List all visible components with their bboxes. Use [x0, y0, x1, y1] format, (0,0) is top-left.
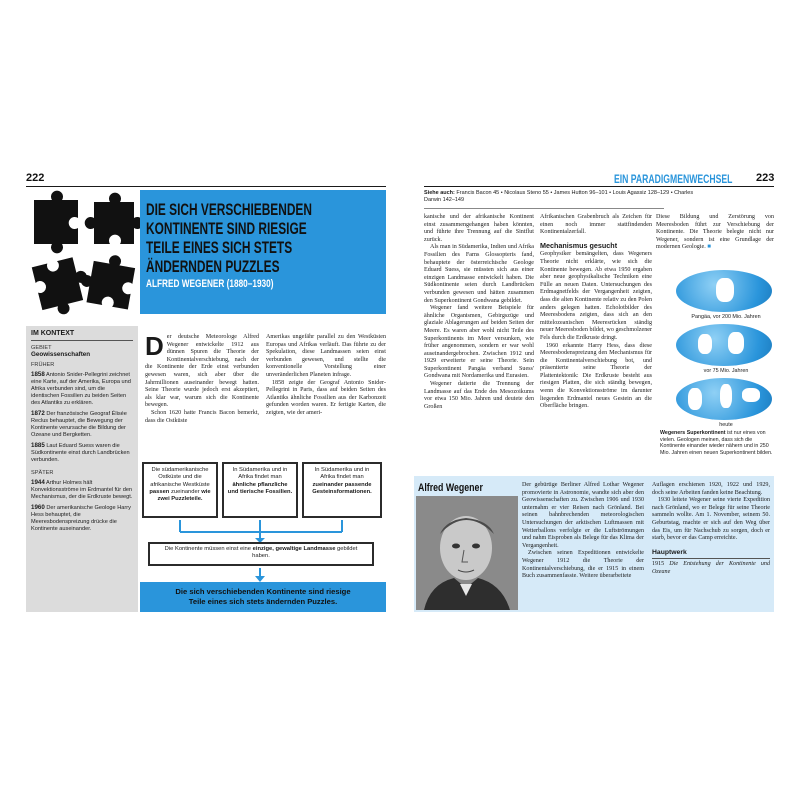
globe-pangaea: [676, 270, 772, 312]
evidence-box-rocks: [302, 462, 382, 518]
dropcap: D: [145, 331, 164, 361]
paragraph: Schon 1620 hatte Francis Bacon bemerkt, dass die Ostküste: [145, 409, 259, 424]
puzzle-piece-icon: [34, 191, 78, 254]
puzzle-piece-icon: [32, 255, 95, 319]
box-text: In Südamerika und in Afrika findet man: [314, 467, 370, 481]
evidence-box-fossils: [222, 462, 298, 518]
box-text: Die Kontinente müssen einst eine: [164, 546, 253, 552]
timeline-year: 1885: [31, 442, 45, 449]
globe-label: heute: [719, 422, 733, 428]
paragraph: Als man in Südamerika, Indien und Afrika Fossilien des Farns Glossopteris fand, behauptete der österreichische Geologe Eduard Suess, sie müssten sich aus einer einzigen Landmasse entwickelt haben. Die Südkontinente seien durch Landbrücken verbunden gewesen und hätten zusammen den Superkontinent Gondwana gebildet.: [424, 244, 534, 304]
biography-panel: [414, 476, 774, 612]
paragraph: Wegener datierte die Trennung der Landmasse auf das Ende des Mesozoikums vor etwa 150 Mio. Jahren und deutete den Großen: [424, 381, 534, 410]
timeline-year: 1858: [31, 371, 45, 378]
puzzle-pieces-illustration: [26, 190, 140, 320]
biography-column-1: [522, 482, 644, 581]
paragraph: 1960 erkannte Harry Hess, dass diese Meeresbodenspreizung den Mechanismus für die Kontinentalverschiebung bot, und präsentierte seine Theorie der Plattentektonik: Die Erdkruste besteht aus riesigen Platten, die sich ständig bewegen, wenn die Konvektionsströme im darunter liegenden Erdmantel neues Gestein an die Oberfläche bringen.: [540, 342, 652, 410]
see-also-refs: Francis Bacon 45 • Nicolaus Steno 55 • James Hutton 96–101 • Louis Agassiz 128–129 • Charles Darwin 142–149: [424, 190, 694, 204]
biography-name: Alfred Wegener: [418, 482, 483, 494]
timeline-text: Der französische Geograf Élisée Reclus behauptet, die Bewegung der Kontinente verursache die Bildung der Ozeane und Bergketten.: [31, 411, 127, 438]
end-mark-icon: ■: [707, 244, 711, 251]
portrait-icon: [416, 496, 518, 610]
timeline-year: 1872: [31, 410, 45, 417]
paragraph: Zwischen seinen Expeditionen entwickelte Wegener 1912 die Theorie der Kontinentalverschiebung, die er 1915 in einem Buch zusammenfasste. Weitere überarbeitete: [522, 550, 644, 580]
globe-label: Pangäa, vor 200 Mio. Jahren: [691, 314, 761, 320]
timeline-entry: [31, 371, 133, 407]
paragraph: Diese Bildung und Zerstörung von Meeresboden führt zur Verschiebung der Kontinente. Die Theorie belegte nicht nur Wegener, sondern ist eine Grundlage der modernen Geologie.: [656, 214, 774, 251]
headline-line: ÄNDERNDEN PUZZLES: [146, 257, 280, 276]
paragraph: Der gebürtige Berliner Alfred Lothar Wegener promovierte in Astronomie, wandte sich aber den Geowissenschaften zu. Zwischen 1906 und 1930 unternahm er vier Reisen nach Grönland. Bei seinen bahnbrechenden meteorologischen Untersuchungen der arktischen Luftmassen mit Wetterballons verfolgte er die Luftströmungen und nahm Eisproben als Belege für das Klima der Vergangenheit.: [522, 482, 644, 549]
sidebar-heading: IM KONTEXT: [31, 330, 75, 337]
paragraph: Wegener fand weitere Beispiele für ähnliche Organismen, Gebirgszüge und glaziale Ablagerungen auf beiden Seiten der Meere. Es waren aber wohl nicht Teile des Superkontinents im Meer versunken, wie früher angenommen, sondern er war wohl auseinandergebrochen. Zwischen 1912 und 1929 erweiterte er seine Theorie. Sein Superkontinent Pangäa verband Suess' Gondwana mit Nordamerika und Eurasien.: [424, 305, 534, 380]
paragraph: Amerikas ungefähr parallel zu den Westküsten Europas und Afrikas verläuft. Das führte zu der Spekulation, diese Landmassen seien einst verbunden gewesen, und stellte die konventionelle Vorstellung einer unveränderlichen Planeten infrage.: [266, 334, 386, 378]
works-rule: [652, 558, 770, 559]
see-also-label: Siehe auch:: [424, 190, 455, 196]
box-text: In Südamerika und in Afrika findet man: [232, 467, 288, 481]
headline-box: [140, 190, 386, 314]
sidebar-divider: [31, 340, 133, 341]
see-also: [424, 190, 704, 204]
see-also-rule: [424, 208, 664, 209]
paragraph: Geophysiker bemängelten, dass Wegeners Theorie nicht erklärte, wie sich die Kontinente bewegen. Ab etwa 1950 ergaben aber neue geophysikalische Techniken eine Fülle an neuen Daten. Untersuchungen des Erdmagnetfelds der Vergangenheit zeigten, dass die alten Kontinente relativ zu den Polen anders gelegen hatten. Echolotbilder des Meeresbodens zeigten, dass sich an den mittelozeanischen Meeresrücken ständig neuer Meeresboden bildet, wo geschmolzener Fels durch die Erdkruste dringt.: [540, 251, 652, 341]
caption-text: ist nur eines von vielen. Geologen meinen, dass sich die Kontinente einander wieder nähern und in 250 Mio. Jahren einen neuen Superkontinent bilden.: [660, 430, 773, 456]
works-title: Die Entstehung der Kontinente und Ozeane: [652, 561, 770, 575]
globe-caption: [660, 430, 776, 456]
evidence-box-coastlines: [142, 462, 218, 518]
page-number-right: 223: [756, 172, 775, 184]
earlier-label: FRÜHER: [31, 362, 55, 368]
headline-summary-band: [140, 582, 386, 612]
puzzle-piece-icon: [85, 193, 140, 244]
timeline-text: Antonio Snider-Pellegrini zeichnet eine Karte, auf der Amerika, Europa und Afrika verbunden sind, um die identischen Fossilien zu beiden Seiten des Atlantiks zu erklären.: [31, 372, 131, 406]
caption-bold: Wegeners Superkontinent: [660, 430, 726, 436]
timeline-year: 1960: [31, 504, 45, 511]
portrait-photo: [416, 496, 518, 610]
timeline-entry: [31, 442, 133, 464]
box-text-bold: ähnliche pflanzliche und tierische Fossilien.: [227, 481, 293, 495]
box-text-bold: zueinander passende Gesteinsformationen.: [312, 481, 372, 495]
headline: [146, 200, 377, 276]
right-column-1: [424, 214, 534, 411]
paragraph: Auflagen erschienen 1920, 1922 und 1929, doch seine Arbeiten fanden keine Beachtung.: [652, 482, 770, 496]
box-text: gebildet haben.: [252, 546, 358, 560]
paragraph: Afrikanischen Grabenbruch als Zeichen für einen noch immer stattfindenden Kontinentalzerfall.: [540, 214, 652, 236]
running-head: EIN PARADIGMENWECHSEL: [614, 172, 733, 186]
later-label: SPÄTER: [31, 470, 54, 476]
conclusion-box: [148, 542, 374, 566]
timeline-text: Laut Eduard Suess waren die Südkontinente einst durch Landbrücken verbunden.: [31, 443, 130, 463]
paragraph: er deutsche Meteorologe Alfred Wegener entwickelte 1912 aus dünnen Spuren die Theorie der Kontinentalverschiebung, nach der die Kontinente der Erde einst verbunden gewesen waren, sich aber über die Jahrmillionen auseinander bewegt hatten. Seine Theorie wurde jedoch erst akzeptiert, als klar war, warum sich die Kontinente bewegen.: [145, 334, 259, 409]
globe-label: vor 75 Mio. Jahren: [703, 368, 749, 374]
headline-line: DIE SICH VERSCHIEBENDEN: [146, 200, 312, 219]
box-text-bold: einzige, gewaltige Landmasse: [252, 546, 336, 552]
globe-today: [676, 378, 772, 420]
field-value: Geowissenschaften: [31, 351, 91, 358]
author-line: ALFRED WEGENER (1880–1930): [146, 278, 274, 290]
summary-line: Teile eines sich stets ändernden Puzzles.: [188, 597, 338, 606]
subheading: Mechanismus gesucht: [540, 240, 618, 250]
summary-line: Die sich verschiebenden Kontinente sind riesige: [175, 587, 351, 596]
paragraph: kanische und der afrikanische Kontinent einst zusammengehangen haben könnten, und führte ihre Trennung auf die Sintflut zurück.: [424, 214, 534, 243]
timeline-entry: [31, 410, 133, 439]
right-column-2: [540, 214, 652, 411]
right-column-3: [656, 214, 774, 252]
body-column-1: [145, 331, 259, 425]
page-number-left: 222: [26, 172, 45, 184]
puzzle-piece-icon: [77, 250, 136, 309]
body-column-2: [266, 334, 386, 418]
works-heading: Hauptwerk: [652, 548, 687, 556]
headline-line: KONTINENTE SIND RIESIGE: [146, 219, 307, 238]
box-text: Die südamerikanische Ostküste und die afrikanische Westküste: [150, 467, 210, 488]
timeline-entry: [31, 479, 133, 501]
timeline-entry: [31, 504, 133, 533]
top-rule-left: [26, 186, 386, 187]
top-rule-right: [424, 186, 774, 187]
globe-75-million: [676, 324, 772, 366]
box-text-bold: wie zwei Puzzleteile.: [157, 488, 211, 503]
biography-column-2: [652, 482, 770, 577]
field-label: GEBIET: [31, 345, 52, 351]
box-text: zueinander: [169, 488, 202, 495]
timeline-text: Der amerikanische Geologe Harry Hess behauptet, die Meeresbodenspreizung drücke die Kontinente auseinander.: [31, 505, 131, 532]
box-text-bold: passen: [149, 488, 170, 495]
headline-line: TEILE EINES SICH STETS: [146, 238, 293, 257]
context-sidebar: [26, 326, 138, 612]
paragraph: 1858 zeigte der Geograf Antonio Snider-Pellegrini in Paris, dass auf beiden Seiten des Atlantiks ähnliche Fossilien aus der Karbonzeit gefunden worden waren. Er fertigte Karten, die zeigten, wie der ameri-: [266, 379, 386, 416]
paragraph: 1930 leitete Wegener seine vierte Expedition nach Grönland, wo er Belege für seine Theorie sammeln wollte. Am 1. November, seinem 50. Geburtstag, machte er sich auf den Weg über das Eis, um für Nachschub zu sorgen, doch er starb, bevor er das Camp erreichte.: [652, 497, 770, 542]
works-year: 1915: [652, 561, 665, 568]
timeline-text: Arthur Holmes hält Konvektionsströme im Erdmantel für den Mechanismus, der die Erdkruste bewegt.: [31, 480, 133, 500]
timeline-year: 1944: [31, 479, 45, 486]
